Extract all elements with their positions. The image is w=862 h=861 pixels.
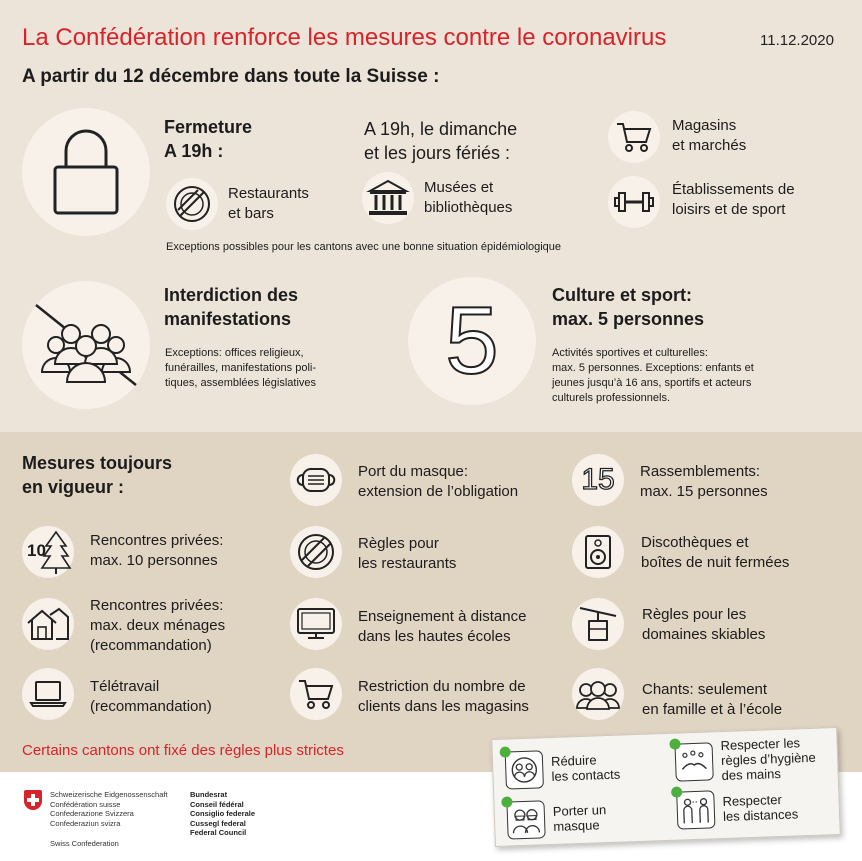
wear-mask-label: Porter un masque	[552, 802, 607, 834]
museums-label: Musées et bibliothèques	[424, 179, 513, 216]
handwash-icon	[674, 742, 713, 781]
restaurants-label: Restaurants et bars	[228, 185, 309, 222]
laptop-icon	[22, 668, 74, 720]
group-icon	[505, 750, 544, 789]
tree-icon: 10	[22, 526, 74, 578]
private-households-label: Rencontres privées: max. deux ménages (recommandation)	[90, 597, 226, 654]
wear-mask-item	[506, 798, 607, 839]
events-heading: Interdiction des manifestations	[164, 285, 299, 329]
cutlery-icon	[290, 526, 342, 578]
confederation-names: Schweizerische Eidgenossenschaft Confédération suisse Confederazione Svizzera Confederaziun svizra	[50, 790, 168, 828]
ongoing-heading: Mesures toujours en vigueur :	[22, 453, 173, 497]
masked-people-icon	[506, 800, 545, 839]
leisure-label: Établissements de loisirs et de sport	[672, 181, 795, 218]
sunday-heading: A 19h, le dimanche et les jours fériés :	[364, 119, 518, 163]
private-10-label: Rencontres privées: max. 10 personnes	[90, 532, 224, 569]
masks-label: Port du masque: extension de l’obligation	[358, 463, 519, 500]
lock-icon	[22, 108, 150, 236]
gatherings-label: Rassemblements: max. 15 personnes	[640, 463, 768, 500]
page-title: La Confédération renforce les mesures contre le coronavirus	[22, 24, 667, 51]
fifteen-icon: 15	[572, 454, 624, 506]
singers-icon	[572, 668, 624, 720]
reduce-contacts-label: Réduire les contacts	[550, 752, 621, 784]
house-icon	[22, 598, 74, 650]
hygiene-rules-label: Respecter les règles d’hygiène des mains	[720, 735, 817, 784]
subtitle: A partir du 12 décembre dans toute la Suisse :	[22, 66, 440, 87]
gondola-icon	[572, 598, 624, 650]
exceptions-note: Exceptions possibles pour les cantons avec une bonne situation épidémiologique	[166, 241, 562, 253]
check-icon	[669, 738, 680, 749]
shops-label: Magasins et marchés	[672, 117, 747, 154]
keep-distance-item	[676, 787, 798, 829]
discos-label: Discothèques et boîtes de nuit fermées	[641, 534, 790, 571]
swiss-flag-icon	[24, 790, 42, 810]
date: 11.12.2020	[760, 32, 834, 49]
culture-text: Activités sportives et culturelles: max. 5 personnes. Exceptions: enfants et jeunes jusqu’à 16 ans, sportifs et acteurs culturels professionnels.	[552, 347, 754, 404]
culture-heading: Culture et sport: max. 5 personnes	[552, 285, 705, 329]
mask-icon	[290, 454, 342, 506]
events-text: Exceptions: offices religieux, funérailles, manifestations poli- tiques, assemblées législatives	[165, 347, 317, 389]
cart-icon	[608, 111, 660, 163]
swiss-confederation: Swiss Confederation	[50, 839, 119, 848]
ski-label: Règles pour les domaines skiables	[642, 606, 766, 643]
no-cutlery-icon	[166, 178, 218, 230]
five-icon: 5	[408, 277, 536, 405]
federal-council: Bundesrat Conseil fédéral Consiglio federale Cussegl federal Federal Council	[190, 790, 256, 837]
dumbbell-icon	[608, 176, 660, 228]
museum-icon	[362, 172, 414, 224]
keep-distance-label: Respecter les distances	[722, 791, 799, 825]
monitor-icon	[290, 598, 342, 650]
reduce-contacts-item	[505, 748, 621, 790]
speaker-icon	[572, 526, 624, 578]
stricter-note: Certains cantons ont fixé des règles plus strictes	[22, 742, 344, 759]
restaurant-rules-label: Règles pour les restaurants	[358, 535, 457, 572]
distance-icon	[676, 790, 715, 829]
no-crowd-icon	[22, 281, 150, 409]
hygiene-card	[491, 727, 841, 847]
hygiene-rules-item	[674, 735, 816, 785]
shop-limits-label: Restriction du nombre de clients dans les magasins	[358, 678, 529, 715]
singing-label: Chants: seulement en famille et à l’école	[642, 681, 783, 718]
closure-heading: Fermeture A 19h :	[164, 117, 253, 161]
homeoffice-label: Télétravail (recommandation)	[90, 678, 212, 715]
cart-icon	[290, 668, 342, 720]
distance-learning-label: Enseignement à distance dans les hautes écoles	[358, 608, 527, 645]
